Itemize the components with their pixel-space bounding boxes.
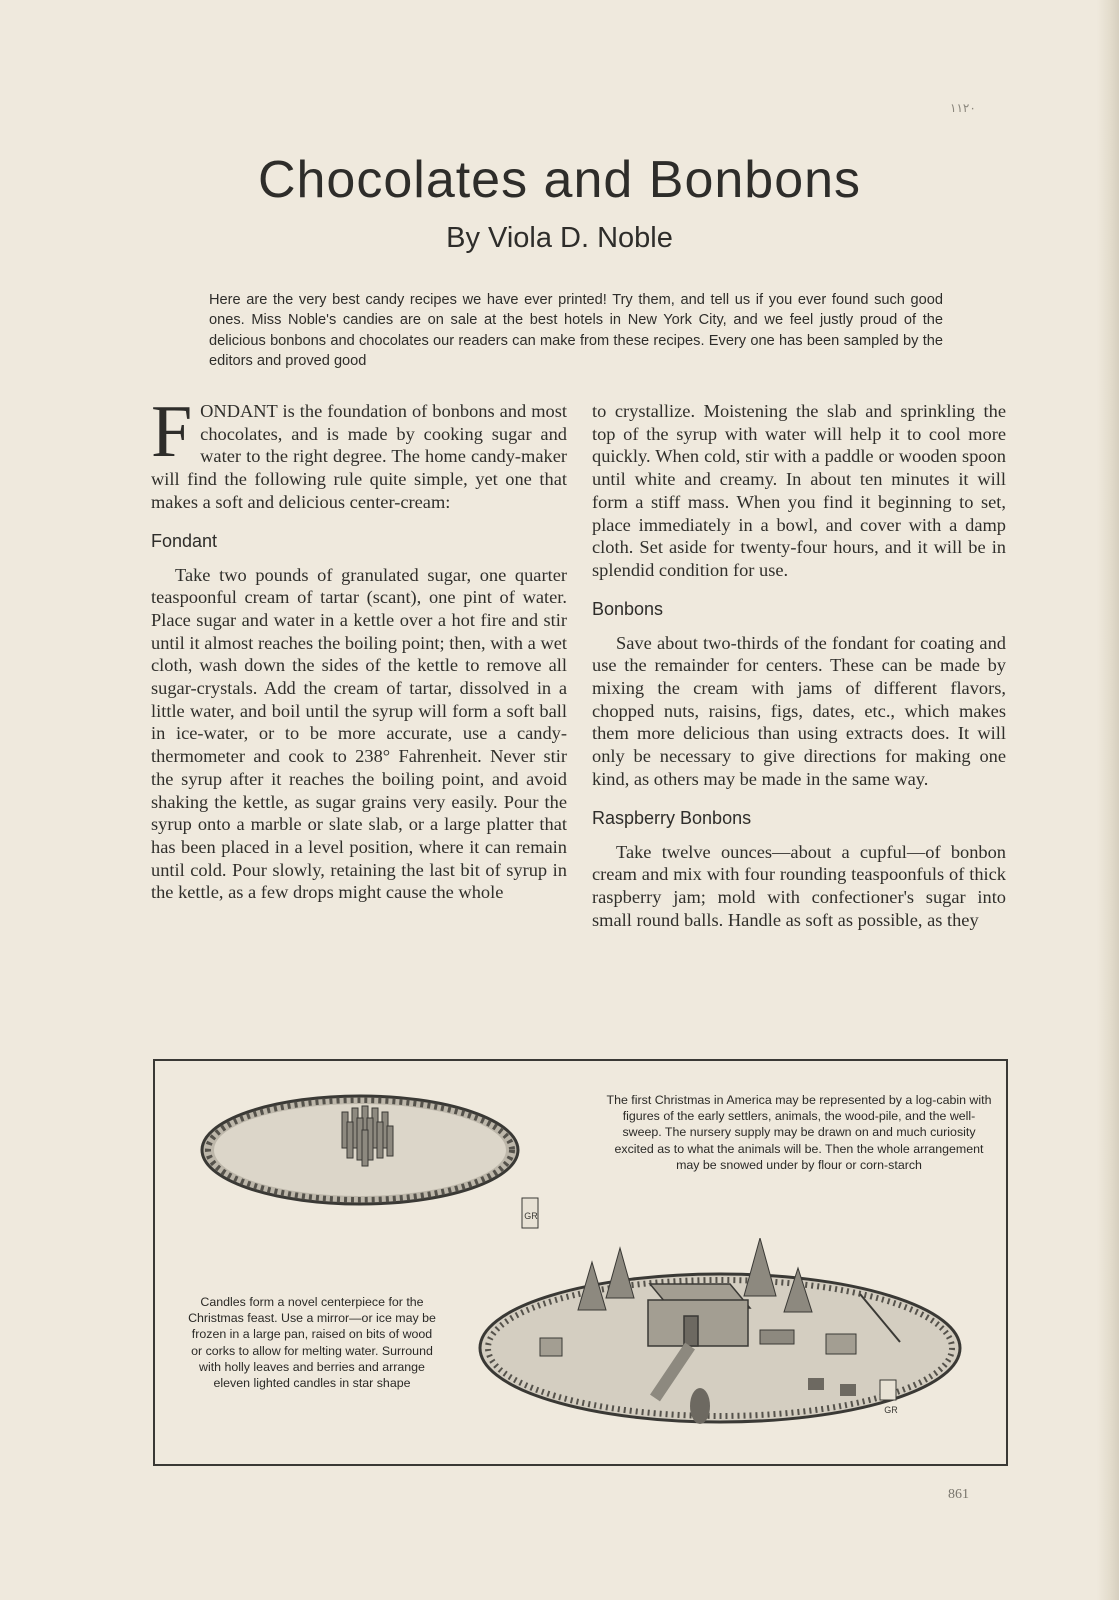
caption-log-cabin: The first Christmas in America may be represented by a log-cabin with figures of the early settlers, animals, the wood-pile, and the well-sweep. The nursery supply may be drawn on and much curiosity excited as to what the animals will be. Then the whole arrangement may be snowed under by flour or corn-starch — [606, 1093, 992, 1172]
heading-bonbons: Bonbons — [592, 598, 664, 619]
raspberry-paragraph: Take twelve ounces—about a cupful—of bonbon cream and mix with four rounding teaspoonfuls of thick raspberry jam; mold with confectioner's sugar into small round balls. Handle as soft as possible, as they — [592, 841, 1006, 930]
right-column — [592, 400, 1006, 931]
opening-paragraph-text: ONDANT is the foundation of bonbons and most chocolates, and is made by cooking sugar and water to the right degree. The home candy-maker will find the following rule quite simple, yet one that makes a soft and delicious center-cream: — [151, 401, 567, 512]
heading-fondant: Fondant — [151, 530, 218, 551]
monogram-1: GR — [524, 1211, 538, 1221]
opening-paragraph — [151, 391, 567, 514]
continuation-paragraph: to crystallize. Moistening the slab and sprinkling the top of the syrup with water will help it to cool more quickly. When cold, stir with a paddle or wooden spoon until white and creamy. In about ten minutes it will form a stiff mass. When you find it beginning to set, place immediately in a bowl, and cover with a damp cloth. Set aside for twenty-four hours, and it will be in splendid condition for use. — [592, 401, 1006, 580]
caption-candles: Candles form a novel centerpiece for the Christmas feast. Use a mirror—or ice may be frozen in a large pan, raised on bits of wood or corks to allow for melting water. Surround with holly leaves and berries and arrange eleven lighted candles in star shape — [188, 1295, 436, 1391]
heading-raspberry-bonbons: Raspberry Bonbons — [592, 807, 752, 828]
article-byline: By Viola D. Noble — [446, 222, 673, 254]
drop-cap: F — [151, 391, 193, 473]
candle-centerpiece-illustration — [200, 1088, 540, 1248]
article-intro: Here are the very best candy recipes we have ever printed! Try them, and tell us if you ever found such good ones. Miss Noble's candies are on sale at the best hotels in New York City, and we feel justly proud of the delicious bonbons and chocolates our readers can make from these recipes. Every one has been sampled by the editors and proved good — [209, 292, 943, 369]
corner-mark: ١١٢٠ — [950, 101, 976, 115]
fondant-paragraph: Take two pounds of granulated sugar, one quarter teaspoonful cream of tartar (scant), one pint of water. Place sugar and water in a kettle over a hot fire and stir until it almost reaches the boiling point; then, with a wet cloth, wash down the sides of the kettle to remove all sugar-crystals. Add the cream of tartar, dissolved in a little water, and boil until the syrup will form a soft ball in ice-water, or to be more accurate, use a candy-thermometer and cook to 238° Fahrenheit. Never stir the syrup after it reaches the boiling point, and avoid shaking the kettle, as sugar grains very easily. Pour the syrup onto a marble or slate slab, or a large platter that has been placed in a level position, where it can remain until cold. Pour slowly, retaining the last bit of syrup in the kettle, as a few drops might cause the whole — [151, 564, 567, 903]
cabin — [648, 1284, 750, 1346]
article-title: Chocolates and Bonbons — [257, 151, 862, 209]
left-column — [151, 391, 567, 904]
bonbons-paragraph: Save about two-thirds of the fondant for coating and use the remainder for centers. These can be made by mixing the cream with jams of different flavors, chopped nuts, raisins, figs, dates, etc., which makes them more delicious than using extracts does. It will only be necessary to give directions for making one kind, as others may be made in the same way. — [592, 632, 1006, 789]
monogram-2: GR — [884, 1405, 898, 1415]
page-number: 861 — [948, 1487, 969, 1502]
